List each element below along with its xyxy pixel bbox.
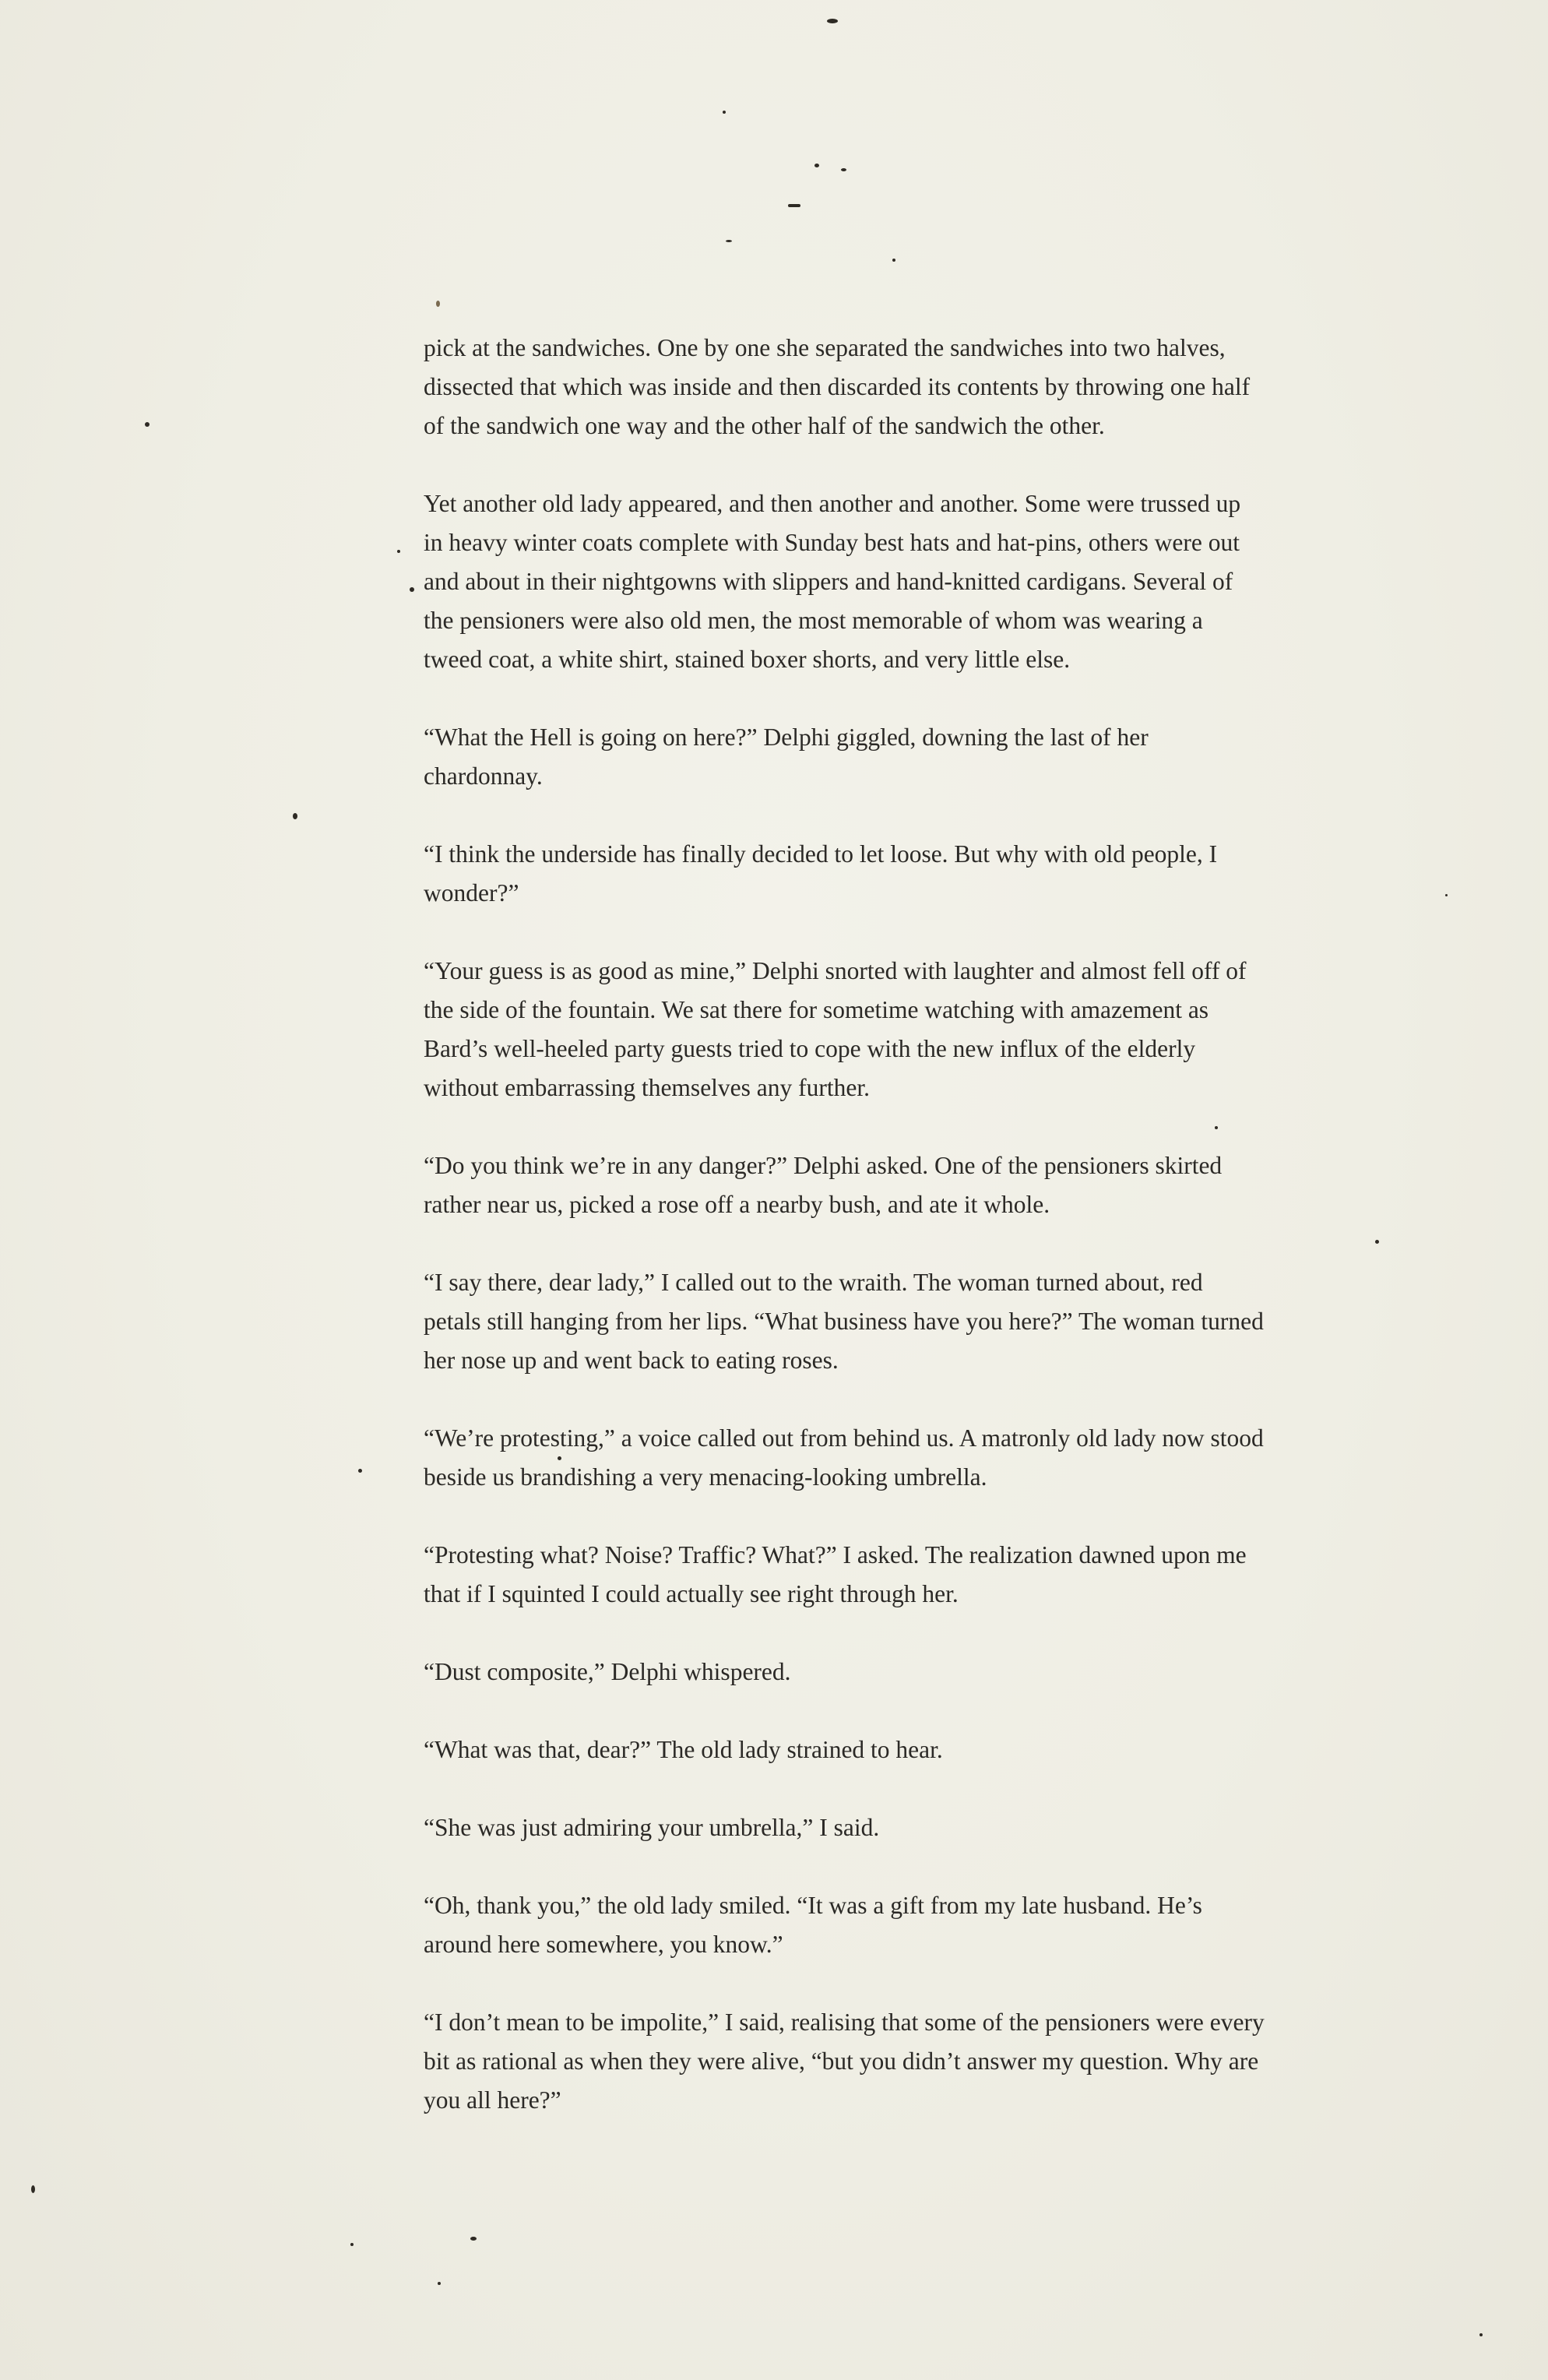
paragraph: “I think the underside has finally decided to let loose. But why with old people, I wonder?” [424,840,1218,907]
paragraph: “I say there, dear lady,” I called out to the wraith. The woman turned about, red petals still hanging from her lips. “What business have you here?” The woman turned her nose up and went back to eating roses. [424,1269,1264,1374]
paragraph: “Dust composite,” Delphi whispered. [424,1658,791,1685]
paper-speck [827,19,838,23]
paper-speck [145,422,150,427]
paragraph: “Your guess is as good as mine,” Delphi snorted with laughter and almost fell off of the side of the fountain. We sat there for sometime watching with amazement as Bard’s well-heeled party guests tried to cope with the new influx of the elderly without embarrassing themselves any further. [424,957,1247,1101]
paper-speck [1445,894,1448,896]
paragraph: “She was just admiring your umbrella,” I said. [424,1814,880,1841]
paragraph: “What the Hell is going on here?” Delphi giggled, downing the last of her chardonnay. [424,724,1149,790]
paper-speck [358,1469,362,1473]
paragraph: Yet another old lady appeared, and then another and another. Some were trussed up in heavy winter coats complete with Sunday best hats and hat-pins, others were out and about in their nightgowns with slippers and hand-knitted cardigans. Several of the pensioners were also old men, the most memorable of whom was wearing a tweed coat, a white shirt, stained boxer shorts, and very little else. [424,490,1241,673]
paper-speck [814,164,819,167]
paragraph: “We’re protesting,” a voice called out from behind us. A matronly old lady now stood beside us brandishing a very menacing-looking umbrella. [424,1424,1264,1491]
paragraph: pick at the sandwiches. One by one she separated the sandwiches into two halves, dissected that which was inside and then discarded its contents by throwing one half of the sandwich one way and the other half of the sandwich the other. [424,334,1251,439]
paper-speck [1479,2333,1483,2336]
paragraph: “What was that, dear?” The old lady strained to hear. [424,1736,943,1763]
paper-speck [723,111,726,114]
paper-speck [410,587,414,592]
paper-speck [892,259,895,262]
paper-speck [397,550,400,553]
paper-speck [31,2185,35,2193]
paper-speck [841,168,846,171]
paper-speck [436,301,440,307]
body-text [424,329,1265,2159]
paragraph: “Protesting what? Noise? Traffic? What?” I asked. The realization dawned upon me that if I squinted I could actually see right through her. [424,1541,1247,1607]
paper-speck [438,2282,441,2285]
paper-speck [293,813,297,819]
paper-speck [350,2243,354,2246]
paper-speck [1375,1240,1379,1244]
paragraph: “I don’t mean to be impolite,” I said, realising that some of the pensioners were every bit as rational as when they were alive, “but you didn’t answer my question. Why are you all here?” [424,2009,1265,2114]
paragraph: “Oh, thank you,” the old lady smiled. “It was a gift from my late husband. He’s around here somewhere, you know.” [424,1892,1202,1958]
paper-speck [726,240,732,242]
paragraph: “Do you think we’re in any danger?” Delphi asked. One of the pensioners skirted rather near us, picked a rose off a nearby bush, and ate it whole. [424,1152,1223,1218]
paper-speck [788,204,800,207]
paper-speck [470,2237,477,2241]
